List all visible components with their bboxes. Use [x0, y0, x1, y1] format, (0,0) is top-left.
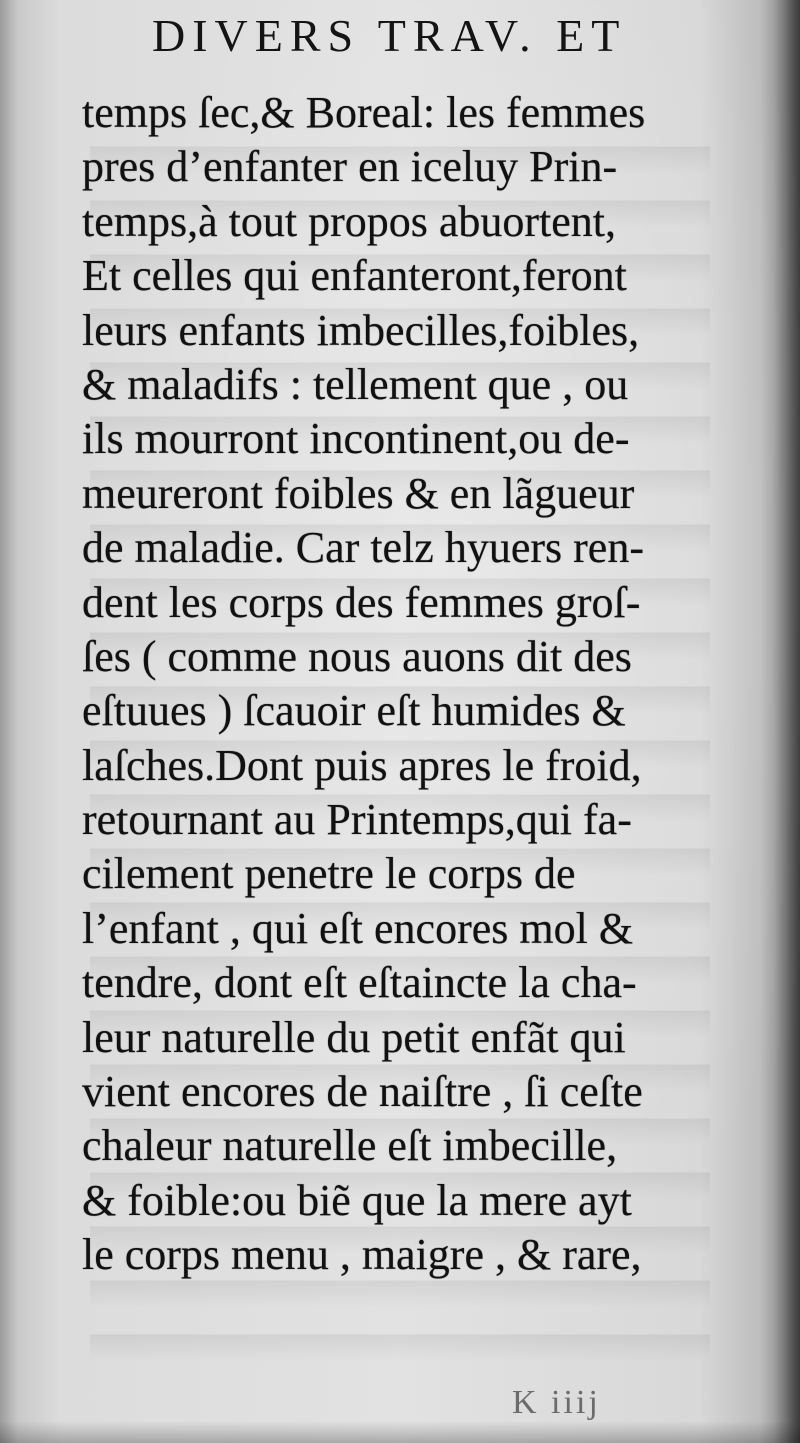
- gutter-shadow: [774, 0, 800, 1443]
- text-line: chaleur naturelle eſt imbecille,: [82, 1121, 618, 1171]
- text-line: meureront foibles & en lãgueur: [82, 468, 635, 518]
- text-line: eſtuues ) ſcauoir eſt humides &: [82, 686, 626, 736]
- text-line: ſes ( comme nous auons dit des: [82, 631, 632, 681]
- text-line: cilement penetre le corps de: [82, 849, 576, 899]
- text-line: ils mourront incontinent,ou de-: [82, 414, 630, 464]
- text-line: leur naturelle du petit enfãt qui: [82, 1012, 626, 1062]
- text-line: tendre, dont eſt eſtaincte la cha-: [82, 958, 637, 1008]
- text-line: vient encores de naiſtre , ſi ceſte: [82, 1067, 643, 1117]
- text-line: temps,à tout propos abuortent,: [82, 196, 617, 246]
- signature-mark: K iiij: [512, 1384, 601, 1421]
- text-line: & maladifs : tellement que , ou: [82, 359, 629, 409]
- text-line: de maladie. Car telz hyuers ren-: [82, 523, 644, 573]
- text-line: le corps menu , maigre , & rare,: [82, 1230, 642, 1280]
- text-line: temps ſec,& Boreal: les femmes: [82, 88, 646, 137]
- text-line: & foible:ou biẽ que la mere ayt: [82, 1175, 632, 1225]
- text-line: pres d’enfanter en iceluy Prin-: [82, 142, 618, 192]
- running-head: DIVERS TRAV. ET: [152, 10, 627, 61]
- text-line: l’enfant , qui eſt encores mol &: [82, 903, 634, 953]
- bottom-edge-shadow: [0, 1421, 800, 1443]
- text-line: laſches.Dont puis apres le froid,: [82, 740, 642, 790]
- text-line: retournant au Printemps,qui fa-: [82, 795, 632, 845]
- text-line: dent les corps des femmes groſ-: [82, 577, 641, 627]
- body-text: [82, 86, 742, 1283]
- text-line: leurs enfants imbecilles,foibles,: [82, 305, 640, 355]
- text-line: Et celles qui enfanteront,feront: [82, 251, 627, 301]
